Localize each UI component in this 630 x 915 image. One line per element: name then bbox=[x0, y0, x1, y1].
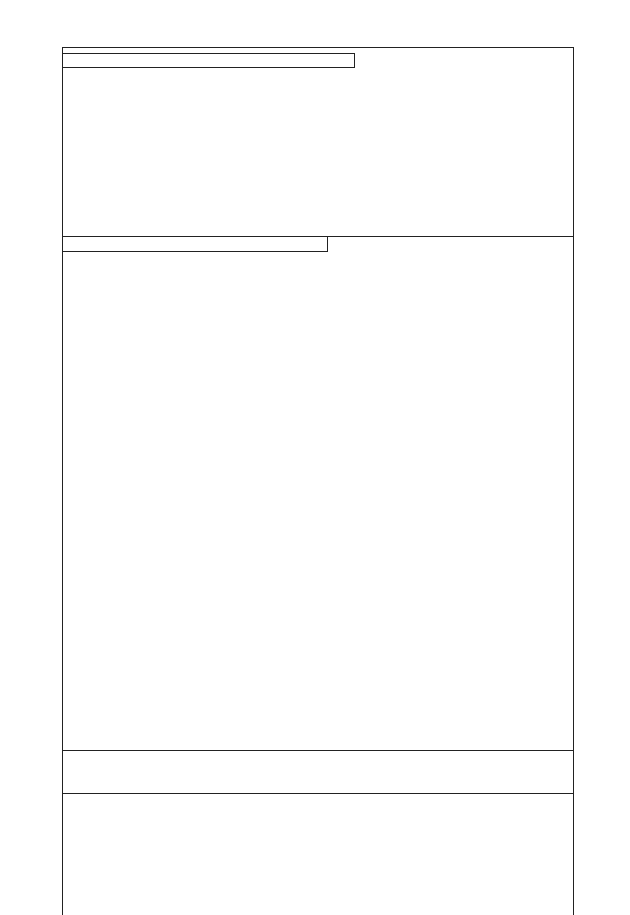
notes-divider bbox=[62, 793, 574, 794]
section1-title-box bbox=[62, 53, 355, 68]
section2-title-box bbox=[62, 236, 328, 252]
remarks-divider bbox=[62, 750, 574, 751]
form-frame bbox=[62, 47, 574, 915]
